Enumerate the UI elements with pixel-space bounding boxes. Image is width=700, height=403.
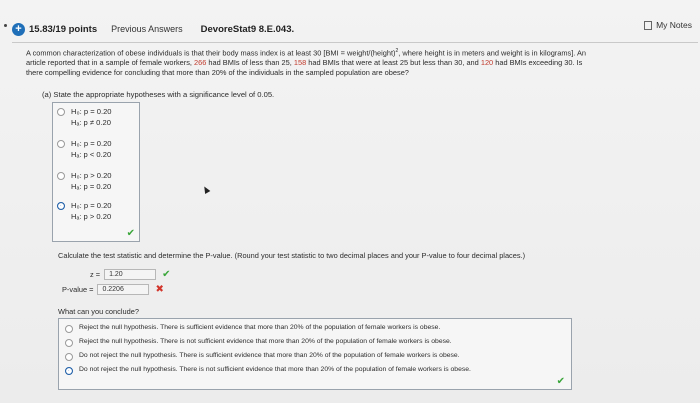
hypothesis-options (52, 102, 140, 242)
conclusion-option[interactable] (65, 352, 565, 364)
z-label: z = (90, 270, 101, 279)
count-bmi-over-30: 120 (480, 58, 494, 68)
header-divider (12, 42, 698, 43)
incorrect-x-icon: ✖ (155, 284, 164, 295)
question-prompt (26, 46, 692, 78)
conclusion-option-selected[interactable] (65, 366, 565, 378)
alt-hypothesis: Hₐ: p = 0.20 (71, 182, 112, 191)
correct-check-icon: ✔ (162, 269, 171, 280)
question-header (12, 18, 698, 40)
radio-button-selected[interactable] (57, 202, 65, 210)
correct-check-icon: ✔ (556, 376, 565, 387)
my-notes-button[interactable] (644, 20, 692, 30)
p-value-row (62, 284, 164, 295)
z-input[interactable]: 1.20 (104, 269, 156, 280)
radio-button[interactable] (65, 325, 73, 333)
radio-button[interactable] (65, 353, 73, 361)
conclusion-option-label: Reject the null hypothesis. There is sufficient evidence that more than 20% of the population of female workers is obese. (79, 324, 441, 331)
p-value-input[interactable]: 0.2206 (97, 284, 149, 295)
radio-button[interactable] (57, 108, 65, 116)
points-score: 15.83/19 points (29, 23, 98, 35)
mouse-cursor-icon (202, 185, 211, 194)
calc-instruction: Calculate the test statistic and determine the P-value. (Round your test statistic to two decimal places and your P-value to four decimal places.) (58, 251, 526, 260)
prompt-superscript: 2 (395, 48, 399, 54)
null-hypothesis: H₀: p = 0.20 (71, 139, 112, 148)
count-bmi-under-25: 266 (194, 58, 207, 68)
prompt-text: A common characterization of obese individuals is that their body mass index is at least 30 [BMI = weight/(height) (26, 48, 396, 58)
part-a-label: (a) State the appropriate hypotheses with a significance level of 0.05. (42, 90, 275, 99)
radio-button-selected[interactable] (65, 367, 73, 375)
conclusion-option-label: Do not reject the null hypothesis. There is not sufficient evidence that more than 20% of the population of female workers is obese. (79, 366, 471, 373)
prompt-text: had BMIs exceeding 30. Is (493, 58, 583, 68)
prompt-text: there compelling evidence for concluding that more than 20% of the individuals in the sampled population are obese? (26, 68, 409, 78)
prompt-text: had BMIs of less than 25, (206, 58, 294, 68)
prompt-text: article reported that in a sample of female workers, (26, 58, 195, 68)
null-hypothesis: H₀: p = 0.20 (71, 201, 112, 210)
radio-button[interactable] (57, 172, 65, 180)
alt-hypothesis: Hₐ: p > 0.20 (71, 212, 112, 221)
conclusion-option-label: Do not reject the null hypothesis. There is sufficient evidence that more than 20% of the population of female workers is obese. (79, 352, 460, 359)
radio-button[interactable] (65, 339, 73, 347)
conclusion-question: What can you conclude? (58, 307, 139, 316)
notes-icon (644, 21, 652, 30)
bullet-dot (4, 24, 7, 27)
null-hypothesis: H₀: p = 0.20 (71, 107, 112, 116)
count-bmi-25-30: 158 (293, 58, 307, 68)
conclusion-option[interactable] (65, 324, 565, 336)
z-row (90, 269, 170, 280)
prompt-text: had BMIs that were at least 25 but less than 30, and (306, 58, 481, 68)
p-value-label: P-value = (62, 285, 94, 294)
null-hypothesis: H₀: p > 0.20 (71, 171, 112, 180)
radio-button[interactable] (57, 140, 65, 148)
correct-check-icon: ✔ (126, 228, 135, 239)
alt-hypothesis: Hₐ: p ≠ 0.20 (71, 118, 111, 127)
prompt-text: , where height is in meters and weight is in kilograms]. An (398, 48, 587, 58)
alt-hypothesis: Hₐ: p < 0.20 (71, 150, 112, 159)
conclusion-options (58, 318, 572, 390)
conclusion-option[interactable] (65, 338, 565, 350)
question-id: DevoreStat9 8.E.043. (200, 23, 295, 35)
expand-plus-icon[interactable]: + (12, 23, 25, 36)
my-notes-label: My Notes (656, 20, 692, 30)
previous-answers-link[interactable]: Previous Answers (111, 24, 183, 34)
conclusion-option-label: Reject the null hypothesis. There is not sufficient evidence that more than 20% of the population of female workers is obese. (79, 338, 452, 345)
